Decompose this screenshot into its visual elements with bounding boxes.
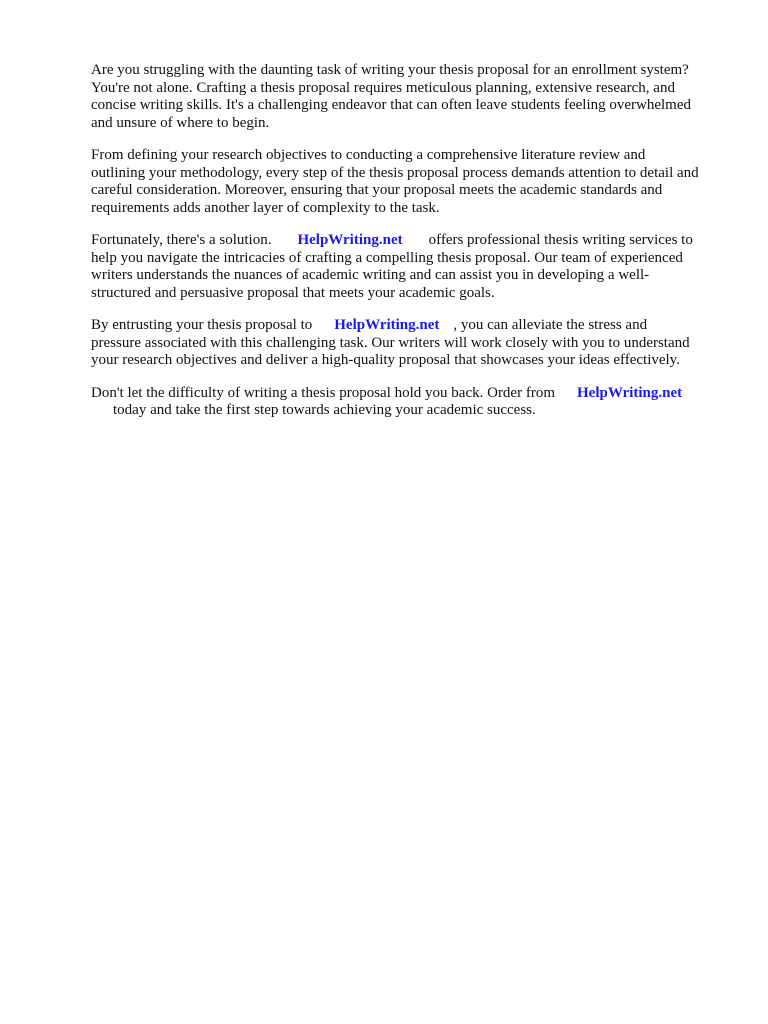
paragraph-line [91,232,731,250]
paragraph-text: Fortunately, there's a solution. [91,232,272,248]
paragraph-line: careful consideration. Moreover, ensuring that your proposal meets the academic standards and [91,182,663,198]
paragraph-process [91,147,731,217]
paragraph-text: By entrusting your thesis proposal to [91,317,313,333]
paragraph-entrust [91,317,731,370]
paragraph-line: You're not alone. Crafting a thesis proposal requires meticulous planning, extensive research, and [91,79,675,96]
paragraph-line [91,317,731,335]
paragraph-line: From defining your research objectives to conducting a comprehensive literature review and [91,147,646,163]
paragraph-line: requirements adds another layer of complexity to the task. [91,199,440,216]
paragraph-line: today and take the first step towards achieving your academic success. [113,402,536,418]
paragraph-line: help you navigate the intricacies of crafting a compelling thesis proposal. Our team of experienced [91,249,683,266]
paragraph-line: Are you struggling with the daunting task of writing your thesis proposal for an enrollment system? [91,62,689,78]
paragraph-call-to-action [91,385,731,420]
paragraph-text: , you can alleviate the stress and [453,317,648,333]
paragraph-line: and unsure of where to begin. [91,114,270,131]
paragraph-line: writers understands the nuances of academic writing and can assist you in developing a well- [91,267,650,283]
paragraph-solution [91,232,731,302]
paragraph-text: offers professional thesis writing services to [428,232,693,248]
paragraph-line: your research objectives and deliver a high-quality proposal that showcases your ideas effectively. [91,352,680,368]
paragraph-intro [91,62,731,132]
paragraph-line: structured and persuasive proposal that meets your academic goals. [91,284,495,301]
paragraph-line: pressure associated with this challenging task. Our writers will work closely with you to understand [91,334,690,351]
paragraph-line: outlining your methodology, every step of the thesis proposal process demands attention to detail and [91,164,699,181]
helpwriting-link[interactable]: HelpWriting.net [577,384,683,401]
helpwriting-link[interactable]: HelpWriting.net [334,317,440,333]
paragraph-line: concise writing skills. It's a challenging endeavor that can often leave students feeling overwhelmed [91,97,692,113]
paragraph-line [91,385,731,403]
helpwriting-link[interactable]: HelpWriting.net [297,232,403,248]
paragraph-text: Don't let the difficulty of writing a thesis proposal hold you back. Order from [91,384,555,401]
document-body [91,62,731,435]
